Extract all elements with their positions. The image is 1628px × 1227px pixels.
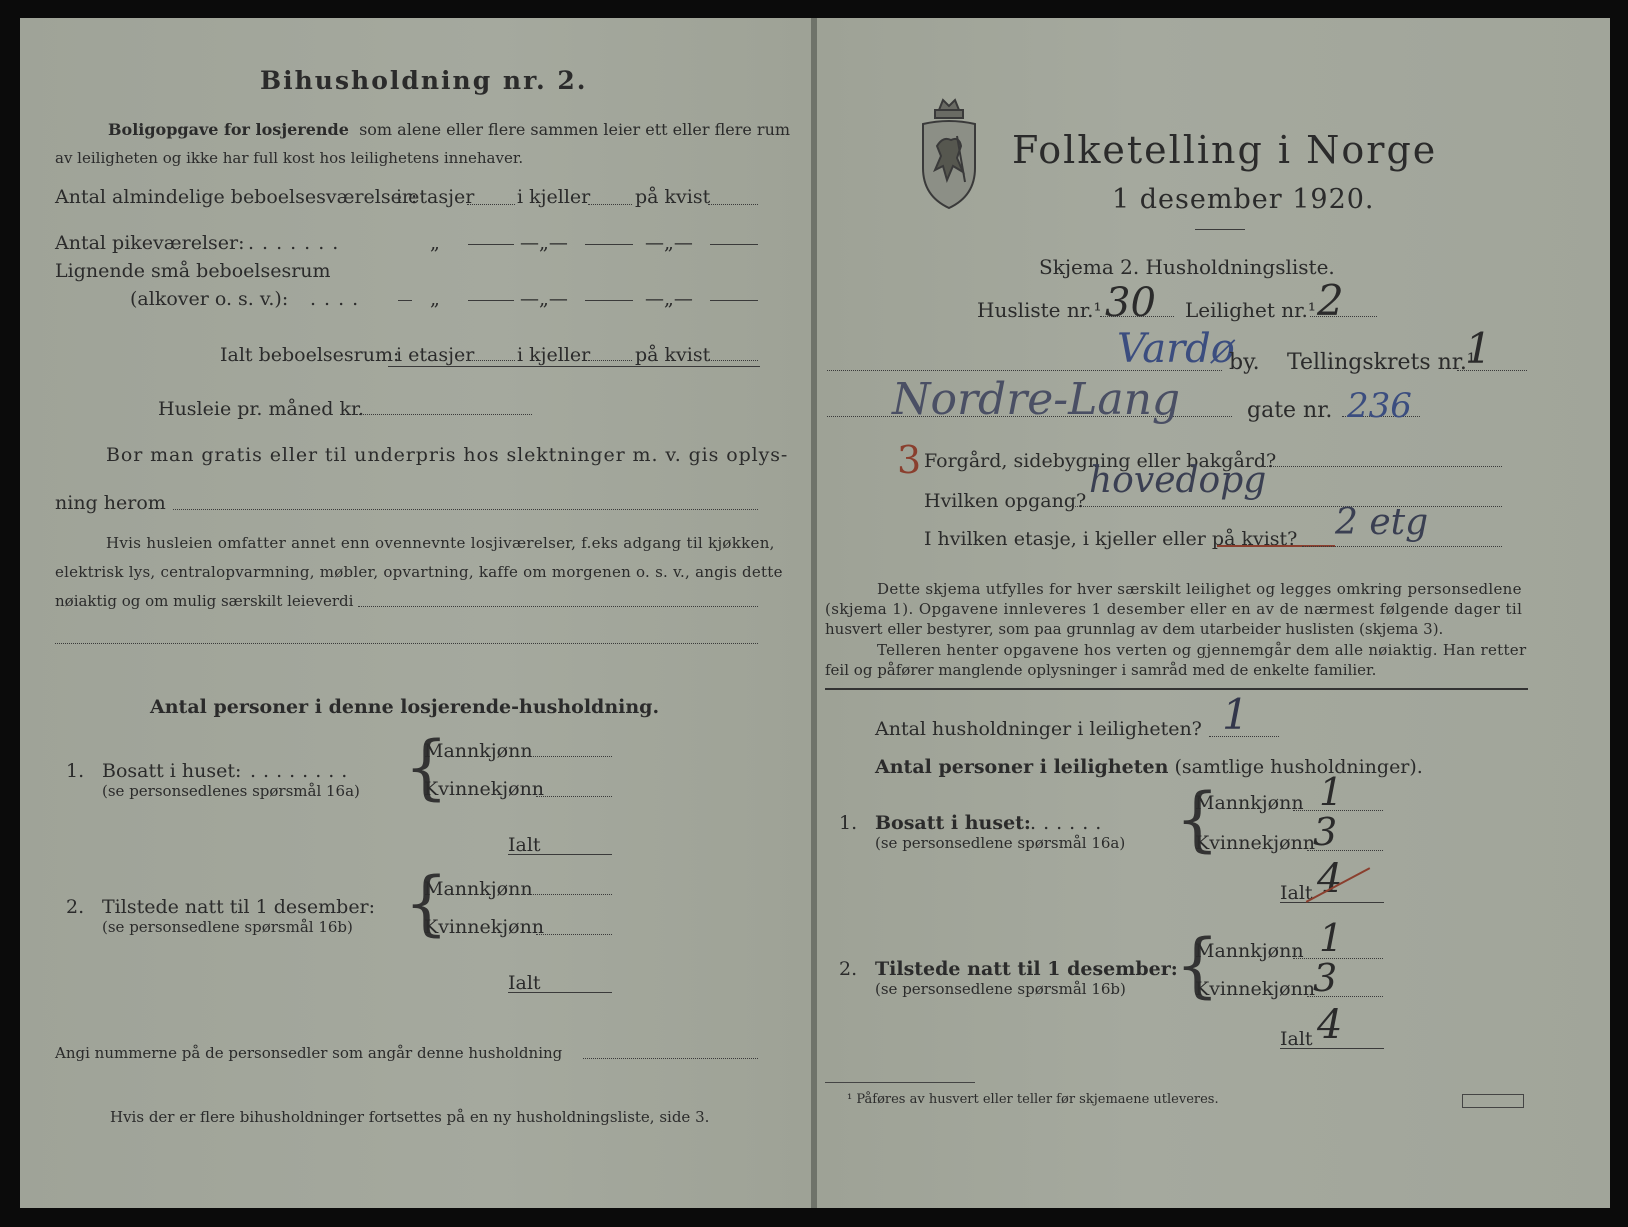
hvis-line-3: nøiaktig og om mulig særskilt leieverdi (55, 592, 354, 610)
etasje-field[interactable] (1302, 546, 1502, 547)
lignende-dots: .... (310, 288, 367, 310)
gate-value: 236 (1347, 386, 1412, 426)
husleie-field[interactable] (354, 414, 532, 415)
right-persons-heading: Antal personer i leiligheten (samtlige husholdninger). (875, 756, 1423, 778)
left-item1-num: 1. (66, 760, 85, 782)
left-item2-sub: (se personsedlene spørsmål 16b) (102, 918, 353, 936)
angi-label: Angi nummerne på de personsedler som angår denne husholdning (55, 1044, 563, 1062)
col-etasjer: i etasjer (396, 186, 475, 208)
left-item2-kvinne-label: Kvinnekjønn (424, 916, 545, 938)
right-item1-ialt-value: 4 (1317, 856, 1343, 902)
pike-ditto-1: „ (430, 232, 440, 254)
ialt-kvist-field[interactable] (708, 360, 758, 361)
right-item2-kvinne-label: Kvinnekjønn (1195, 978, 1316, 1000)
left-page (20, 18, 813, 1208)
opgang-field[interactable] (1072, 506, 1502, 507)
ialt-rooms-underline (388, 366, 760, 367)
lignende-etasjer-field[interactable] (468, 300, 514, 301)
ialt-kjeller-field[interactable] (588, 360, 632, 361)
leilighet-label: Leilighet nr.¹ (1185, 298, 1316, 322)
right-item2-brace: { (1175, 924, 1220, 1006)
rooms-kvist-field[interactable] (708, 204, 758, 205)
right-item1-ialt-label: Ialt (1280, 882, 1313, 904)
right-item1-dots: ....... (1017, 812, 1109, 834)
left-item1-mann-field[interactable] (522, 756, 612, 757)
lignende-kvist-field[interactable] (710, 300, 758, 301)
coat-of-arms-icon (917, 96, 981, 214)
right-item2-label: Tilstede natt til 1 desember: (875, 958, 1178, 980)
right-item1-sub: (se personsedlene spørsmål 16a) (875, 834, 1126, 852)
right-item1-ialt-field[interactable] (1280, 902, 1384, 903)
lignende-lead (398, 300, 412, 301)
pike-etasjer-field[interactable] (468, 244, 514, 245)
husholdninger-label: Antal husholdninger i leiligheten? (875, 718, 1202, 740)
ialt-rooms-label: Ialt beboelsesrum: (220, 344, 400, 366)
left-item1-mann-label: Mannkjønn (424, 740, 533, 762)
forgard-field[interactable] (1257, 466, 1502, 467)
right-item2-sub: (se personsedlene spørsmål 16b) (875, 980, 1126, 998)
ialt-col-kjeller: i kjeller (517, 344, 591, 366)
husleie-label: Husleie pr. måned kr. (158, 398, 365, 420)
pike-dots: ....... (248, 232, 347, 254)
ialt-col-etasjer: i etasjer (396, 344, 475, 366)
pike-ditto-2: —„— (520, 232, 568, 254)
etasje-value: 2 etg (1335, 502, 1429, 543)
right-item2-mann-label: Mannkjønn (1195, 940, 1304, 962)
gratis-line-2: ning herom (55, 492, 166, 514)
info-line-3: husvert eller bestyrer, som paa grunnlag av dem utarbeider huslisten (skjema 3). (825, 620, 1444, 638)
ialt-etasjer-field[interactable] (467, 360, 515, 361)
right-item2-ialt-label: Ialt (1280, 1028, 1313, 1050)
left-item2-mann-field[interactable] (522, 894, 612, 895)
col-kvist: på kvist (635, 186, 711, 208)
skjema-label: Skjema 2. Husholdningsliste. (1039, 255, 1335, 279)
hvis-line-2: elektrisk lys, centralopvarmning, møbler, opvartning, kaffe om morgenen o. s. v., angis dette (55, 563, 783, 581)
right-item2-num: 2. (839, 958, 858, 980)
right-item2-mann-value: 1 (1319, 916, 1344, 960)
left-item1-sub: (se personsedlenes spørsmål 16a) (102, 782, 360, 800)
leieverdi-field-2[interactable] (55, 643, 758, 644)
intro-line-1: Boligopgave for losjerende som alene eller flere sammen leier ett eller flere rum (108, 120, 791, 139)
right-item1-label: Bosatt i huset: (875, 812, 1031, 834)
left-item2-mann-label: Mannkjønn (424, 878, 533, 900)
rooms-etasjer-field[interactable] (467, 204, 515, 205)
leieverdi-field[interactable] (358, 606, 758, 607)
by-label: by. (1229, 350, 1260, 375)
left-item1-dots: ........ (250, 760, 355, 782)
street-value: Nordre-Lang (892, 374, 1181, 425)
left-item2-num: 2. (66, 896, 85, 918)
right-page (817, 18, 1610, 1208)
lignende-kjeller-field[interactable] (585, 300, 633, 301)
left-item2-kvinne-field[interactable] (536, 934, 612, 935)
left-item1-ialt-label: Ialt (508, 834, 541, 856)
ialt-col-kvist: på kvist (635, 344, 711, 366)
opgang-question: Hvilken opgang? (924, 490, 1087, 512)
left-item1-brace: { (404, 726, 449, 808)
left-item1-label: Bosatt i huset: (102, 760, 242, 782)
lignende-ditto-2: —„— (520, 288, 568, 310)
right-item1-kvinne-value: 3 (1313, 810, 1338, 854)
right-item2-kvinne-value: 3 (1313, 956, 1338, 1000)
tellingskrets-value: 1 (1465, 324, 1492, 373)
pike-kjeller-field[interactable] (585, 244, 633, 245)
footnote-rule (825, 1082, 975, 1083)
right-item1-kvinne-label: Kvinnekjønn (1195, 832, 1316, 854)
right-item2-ialt-field[interactable] (1280, 1048, 1384, 1049)
rooms-label: Antal almindelige beboelsesværelser: (55, 186, 418, 208)
right-title: Folketelling i Norge (1012, 128, 1438, 172)
lignende-line-2: (alkover o. s. v.): (130, 288, 289, 310)
left-item1-kvinne-field[interactable] (536, 796, 612, 797)
left-item1-ialt-field[interactable] (508, 854, 612, 855)
left-item2-label: Tilstede natt til 1 desember: (102, 896, 376, 918)
right-date: 1 desember 1920. (1112, 184, 1375, 215)
right-item1-mann-value: 1 (1319, 770, 1344, 814)
rooms-kjeller-field[interactable] (588, 204, 632, 205)
gate-label: gate nr. (1247, 398, 1333, 423)
forgard-mark: 3 (897, 438, 922, 482)
pike-label: Antal pikeværelser: (55, 232, 245, 254)
intro-line-2: av leiligheten og ikke har full kost hos leilighetens innehaver. (55, 149, 524, 167)
angi-field[interactable] (583, 1058, 758, 1059)
info-line-4: Telleren henter opgavene hos verten og gjennemgår dem alle nøiaktig. Han retter (877, 641, 1527, 659)
husliste-label: Husliste nr.¹ (977, 298, 1102, 322)
left-title: Bihusholdning nr. 2. (260, 66, 588, 95)
info-line-5: feil og påfører manglende oplysninger i samråd med de enkelte familier. (825, 661, 1377, 679)
gratis-line-1: Bor man gratis eller til underpris hos slektninger m. v. gis oplys- (106, 444, 789, 466)
info-line-1: Dette skjema utfylles for hver særskilt leilighet og legges omkring personsedlene (877, 580, 1522, 598)
husliste-value: 30 (1105, 280, 1156, 326)
hvis-line-1: Hvis husleien omfatter annet enn ovennevnte losjiværelser, f.eks adgang til kjøkken, (106, 534, 775, 552)
left-persons-heading: Antal personer i denne losjerende-husholdning. (150, 696, 660, 718)
lignende-ditto-3: —„— (645, 288, 693, 310)
gratis-field[interactable] (173, 509, 758, 510)
info-line-2: (skjema 1). Opgavene innleveres 1 desember eller en av de nærmest følgende dager til (825, 600, 1523, 618)
pike-kvist-field[interactable] (710, 244, 758, 245)
lignende-ditto-1: „ (430, 288, 440, 310)
leilighet-value: 2 (1317, 276, 1344, 325)
left-item2-ialt-label: Ialt (508, 972, 541, 994)
etasje-question: I hvilken etasje, i kjeller eller på kvist? (924, 528, 1298, 550)
left-item2-ialt-field[interactable] (508, 992, 612, 993)
city-value: Vardø (1117, 326, 1235, 372)
right-item1-brace: { (1175, 778, 1220, 860)
right-item1-num: 1. (839, 812, 858, 834)
forgard-question: Forgård, sidebygning eller bakgård? (924, 450, 1277, 472)
left-footer: Hvis der er flere bihusholdninger fortsettes på en ny husholdningsliste, side 3. (110, 1108, 710, 1126)
title-rule (1195, 229, 1245, 230)
footnote: ¹ Påføres av husvert eller teller før skjemaene utleveres. (847, 1092, 1219, 1107)
col-kjeller: i kjeller (517, 186, 591, 208)
pike-ditto-3: —„— (645, 232, 693, 254)
right-item2-ialt-value: 4 (1317, 1002, 1343, 1048)
printer-stamp (1462, 1094, 1524, 1108)
husholdninger-value: 1 (1222, 690, 1249, 739)
tellingskrets-label: Tellingskrets nr.¹ (1287, 350, 1476, 375)
opgang-value: hovedopg (1089, 460, 1267, 501)
left-item1-kvinne-label: Kvinnekjønn (424, 778, 545, 800)
right-item1-mann-label: Mannkjønn (1195, 792, 1304, 814)
left-item2-brace: { (404, 862, 449, 944)
lignende-line-1: Lignende små beboelsesrum (55, 260, 331, 282)
info-rule (825, 688, 1528, 690)
